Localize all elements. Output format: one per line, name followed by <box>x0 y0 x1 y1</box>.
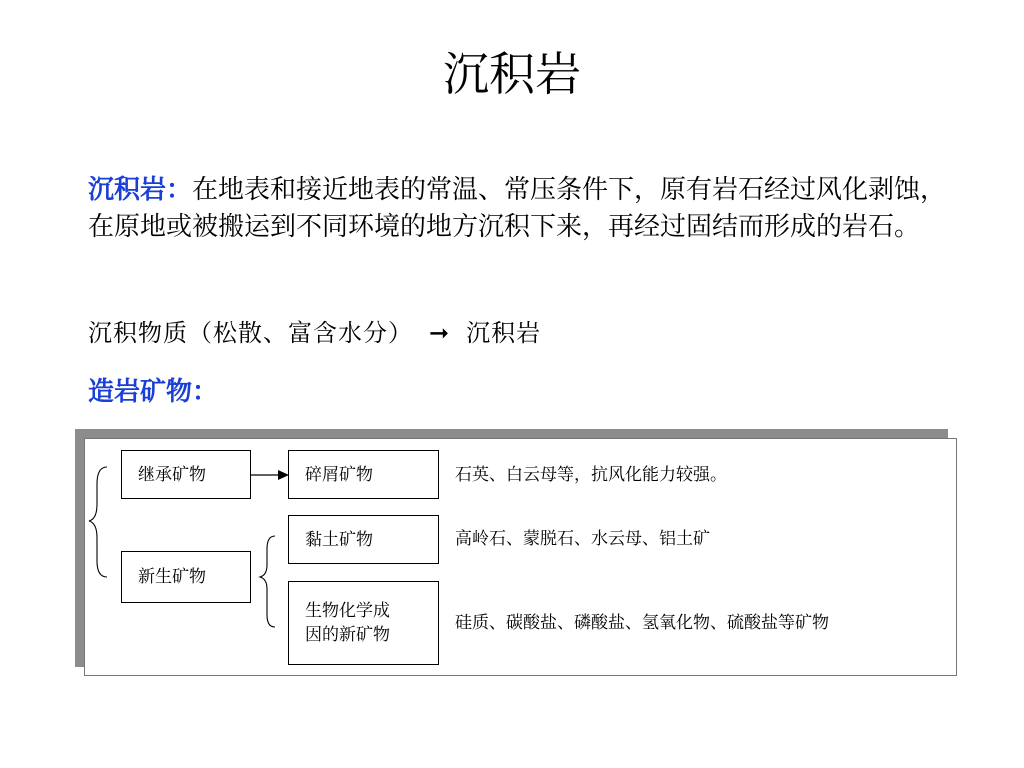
mineral-diagram <box>84 438 957 676</box>
inner-brace <box>260 536 275 627</box>
formation-process <box>88 315 541 351</box>
definition-text: 在地表和接近地表的常温、常压条件下，原有岩石经过风化剥蚀，在原地或被搬运到不同环境的地方沉积下来，再经过固结而形成的岩石。 <box>88 175 947 242</box>
outer-brace <box>89 467 107 577</box>
process-from: 沉积物质（松散、富含水分） <box>88 319 413 347</box>
right-arrow-icon: ➞ <box>429 319 451 347</box>
slide-title: 沉积岩 <box>443 47 581 101</box>
definition-paragraph <box>88 172 954 246</box>
clay-minerals-note: 高岭石、蒙脱石、水云母、铝土矿 <box>455 529 710 549</box>
process-to: 沉积岩 <box>466 319 542 347</box>
clay-minerals-box: 黏土矿物 <box>288 515 439 564</box>
biochemical-minerals-note: 硅质、碳酸盐、磷酸盐、氢氧化物、硫酸盐等矿物 <box>455 613 829 633</box>
biochemical-label-line2: 因的新矿物 <box>305 625 390 645</box>
biochemical-minerals-box <box>288 581 439 665</box>
debris-minerals-box: 碎屑矿物 <box>288 450 439 499</box>
definition-term: 沉积岩： <box>88 175 193 205</box>
minerals-heading: 造岩矿物： <box>88 377 219 407</box>
new-minerals-box: 新生矿物 <box>121 551 251 603</box>
inherited-minerals-box: 继承矿物 <box>121 450 251 499</box>
debris-minerals-note: 石英、白云母等，抗风化能力较强。 <box>455 465 727 485</box>
biochemical-label-line1: 生物化学成 <box>305 601 390 621</box>
